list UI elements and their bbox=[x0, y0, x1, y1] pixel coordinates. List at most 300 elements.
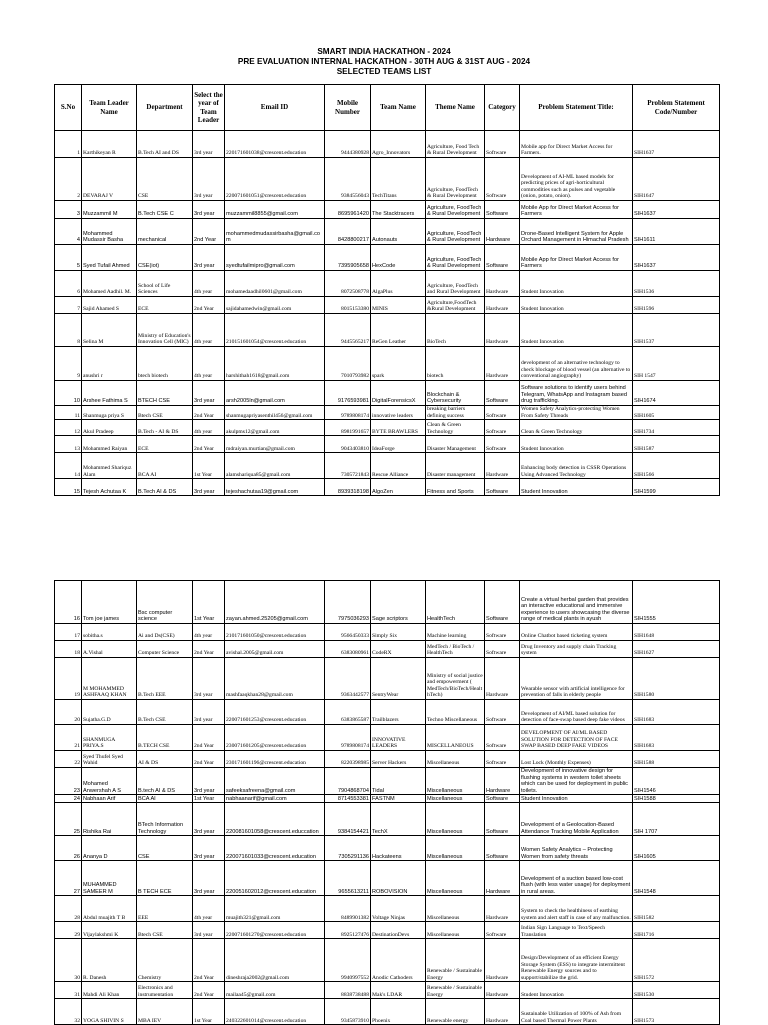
cell-theme: Machine learning bbox=[426, 624, 485, 641]
table-body-page-2 bbox=[55, 581, 720, 1025]
cell-mobile: 9043403810 bbox=[325, 436, 371, 453]
cell-problem-title: Indian Sign Language to Text/Speech Translation bbox=[520, 922, 633, 939]
cell-theme: Miscellaneous bbox=[426, 896, 485, 922]
cell-department: EEE bbox=[137, 896, 193, 922]
table-row bbox=[55, 725, 720, 751]
cell-department: CSE bbox=[137, 836, 193, 861]
cell-email: arsh2005ln@gmail.com bbox=[225, 381, 325, 406]
cell-email: 220171601038@crescent.education bbox=[225, 131, 325, 158]
cell-mobile: 9444380928 bbox=[325, 131, 371, 158]
cell-email: 220071601033@crescent.education bbox=[225, 836, 325, 861]
cell-mobile: 7305291136 bbox=[325, 836, 371, 861]
cell-team: IdeaForge bbox=[371, 436, 426, 453]
table-row bbox=[55, 314, 720, 347]
cell-department: B.Tech AI and DS bbox=[137, 131, 193, 158]
cell-year: 3rd year bbox=[193, 381, 225, 406]
cell-team: Simply Six bbox=[371, 624, 426, 641]
cell-category: Hardware bbox=[485, 999, 520, 1025]
header-problem-code: Problem Statement Code/Number bbox=[633, 85, 720, 131]
cell-email: mashfaaqkhan28@gmail.com bbox=[225, 658, 325, 700]
cell-leader: Mohamed Anwershah A S bbox=[82, 768, 137, 795]
cell-year: 3rd year bbox=[193, 861, 225, 896]
cell-department: BTech Information Technology bbox=[137, 803, 193, 836]
cell-year: 4th year bbox=[193, 347, 225, 381]
cell-team: The Stacktracers bbox=[371, 201, 426, 219]
cell-problem-code: SIH1648 bbox=[633, 624, 720, 641]
cell-department: Ministry of Education's Innovation Cell (MIC) bbox=[137, 314, 193, 347]
cell-mobile: 7904868704 bbox=[325, 768, 371, 795]
table-row bbox=[55, 581, 720, 624]
cell-department: ECE bbox=[137, 436, 193, 453]
cell-team: INNOVATIVE LEADERS bbox=[371, 725, 426, 751]
cell-year: 2nd Year bbox=[193, 219, 225, 245]
cell-year: 1st Year bbox=[193, 999, 225, 1025]
table-row bbox=[55, 700, 720, 725]
cell-theme: Disaster Management bbox=[426, 436, 485, 453]
cell-team: spark bbox=[371, 347, 426, 381]
cell-category: Hardware bbox=[485, 297, 520, 314]
cell-team: Agro_Innovators bbox=[371, 131, 426, 158]
cell-year: 4th year bbox=[193, 314, 225, 347]
cell-category: Software bbox=[485, 479, 520, 496]
cell-department: ECE bbox=[137, 297, 193, 314]
cell-problem-code: SIH1734 bbox=[633, 420, 720, 436]
table-row bbox=[55, 131, 720, 158]
cell-problem-code: SIH1580 bbox=[633, 658, 720, 700]
cell-year: 1st Year bbox=[193, 795, 225, 803]
cell-leader: Akul Pradeep bbox=[82, 420, 137, 436]
cell-theme: Blockchain & Cybersecurity bbox=[426, 381, 485, 406]
cell-leader: Syed Tufail Ahmed bbox=[82, 245, 137, 271]
cell-problem-code: SIH1566 bbox=[633, 453, 720, 479]
cell-leader: Mahdi Ali Khan bbox=[82, 982, 137, 999]
cell-team: AlgoZen bbox=[371, 479, 426, 496]
cell-theme: HealthTech bbox=[426, 581, 485, 624]
cell-problem-title: Women Safety Analytics-protecting Women From Safety Threads bbox=[520, 406, 633, 420]
cell-problem-code: SIH1596 bbox=[633, 297, 720, 314]
cell-department: MBA IEV bbox=[137, 999, 193, 1025]
cell-email: zayan.ahmed.25205@gmail.com bbox=[225, 581, 325, 624]
table-row bbox=[55, 479, 720, 496]
cell-sno: 12 bbox=[55, 420, 82, 436]
cell-year: 3rd year bbox=[193, 245, 225, 271]
cell-team: innovative leaders bbox=[371, 406, 426, 420]
cell-problem-code: SIH1605 bbox=[633, 406, 720, 420]
cell-theme: MedTech / BioTech / HealthTech bbox=[426, 641, 485, 658]
cell-email: 220071601253@crescent.education bbox=[225, 700, 325, 725]
cell-problem-title: Development of AI-ML based models for predicting prices of agri-horticultural commodities such as pulses and vegetable (onion, potato, onion). bbox=[520, 158, 633, 201]
table-row bbox=[55, 861, 720, 896]
cell-theme: Disaster management bbox=[426, 453, 485, 479]
cell-department: Btech CSE bbox=[137, 922, 193, 939]
cell-team: TechTitans bbox=[371, 158, 426, 201]
table-row bbox=[55, 939, 720, 982]
cell-mobile: 8072508778 bbox=[325, 271, 371, 297]
cell-mobile: 9789808174 bbox=[325, 725, 371, 751]
cell-theme: Miscellaneous bbox=[426, 803, 485, 836]
cell-email: alamshariqua85@gmail.com bbox=[225, 453, 325, 479]
cell-leader: Sujatha.G.D bbox=[82, 700, 137, 725]
cell-department: mechanical bbox=[137, 219, 193, 245]
cell-email: 240322601014@crescent.education bbox=[225, 999, 325, 1025]
cell-theme: Agriculture,FoodTech &Rural Development bbox=[426, 297, 485, 314]
table-row bbox=[55, 896, 720, 922]
cell-department: B.Tech CSE bbox=[137, 700, 193, 725]
cell-problem-title: Sustainable Utilization of 100% of Ash from Coal based Thermal Power Plants bbox=[520, 999, 633, 1025]
cell-mobile: 7010793982 bbox=[325, 347, 371, 381]
table-row bbox=[55, 982, 720, 999]
cell-theme: Techno Miscellaneous bbox=[426, 700, 485, 725]
cell-category: Hardware bbox=[485, 314, 520, 347]
cell-email: 210151601054@crescent.education bbox=[225, 314, 325, 347]
cell-mobile: 8489901382 bbox=[325, 896, 371, 922]
cell-team: Voltage Ninjas bbox=[371, 896, 426, 922]
cell-category: Software bbox=[485, 158, 520, 201]
cell-year: 1st Year bbox=[193, 453, 225, 479]
cell-category: Software bbox=[485, 751, 520, 768]
cell-year: 4th year bbox=[193, 420, 225, 436]
teams-table-page-2 bbox=[54, 580, 720, 1025]
cell-leader: Mohammed Shariquz Alam bbox=[82, 453, 137, 479]
cell-leader: Karthikeyan R bbox=[82, 131, 137, 158]
cell-theme: Clean & Green Technology bbox=[426, 420, 485, 436]
cell-theme: Miscellaneous bbox=[426, 751, 485, 768]
cell-leader: M MOHAMMED ASHFAAQ KHAN bbox=[82, 658, 137, 700]
cell-problem-title: Development of a suction based low-cost flush (with less water usage) for deployment in rural areas. bbox=[520, 861, 633, 896]
cell-sno: 25 bbox=[55, 803, 82, 836]
cell-category: Software bbox=[485, 700, 520, 725]
cell-year: 2nd Year bbox=[193, 641, 225, 658]
cell-sno: 31 bbox=[55, 982, 82, 999]
header-mobile: Mobile Number bbox=[325, 85, 371, 131]
cell-theme: Renewable / Sustainable Energy bbox=[426, 982, 485, 999]
cell-team: Tidal bbox=[371, 768, 426, 795]
cell-problem-code: SIH1588 bbox=[633, 751, 720, 768]
cell-email: tejeshachutaa19@gmail.com bbox=[225, 479, 325, 496]
cell-email: 220071601270@crescent.education bbox=[225, 922, 325, 939]
cell-leader: Syed Thufel Syed Wahid bbox=[82, 751, 137, 768]
cell-department: CSE bbox=[137, 158, 193, 201]
cell-email: nabhaanarif@gmail.com bbox=[225, 795, 325, 803]
cell-email: mohamedaadhil0601@gmail.com bbox=[225, 271, 325, 297]
cell-team: Autonauts bbox=[371, 219, 426, 245]
cell-sno: 26 bbox=[55, 836, 82, 861]
cell-theme: Miscellaneous bbox=[426, 836, 485, 861]
cell-mobile: 8981991657 bbox=[325, 420, 371, 436]
cell-department: Chemistry bbox=[137, 939, 193, 982]
cell-problem-title: Drone-Based Intelligent System for Apple Orchard Management in Himachal Pradesh bbox=[520, 219, 633, 245]
cell-leader: Ananya D bbox=[82, 836, 137, 861]
cell-theme: Miscellaneous bbox=[426, 795, 485, 803]
header-department: Department bbox=[137, 85, 193, 131]
cell-email: 220081601058@crescent.educcation bbox=[225, 803, 325, 836]
cell-theme: MISCELLANEOUS bbox=[426, 725, 485, 751]
title-line-3: SELECTED TEAMS LIST bbox=[336, 67, 432, 76]
cell-category: Software bbox=[485, 624, 520, 641]
cell-team: TechX bbox=[371, 803, 426, 836]
cell-year: 2nd Year bbox=[193, 436, 225, 453]
cell-leader: anushri r bbox=[82, 347, 137, 381]
cell-year: 3rd year bbox=[193, 158, 225, 201]
cell-department: Bsc computer science bbox=[137, 581, 193, 624]
cell-year: 4th year bbox=[193, 624, 225, 641]
cell-mobile: 7975036293 bbox=[325, 581, 371, 624]
cell-sno: 18 bbox=[55, 641, 82, 658]
cell-leader: Vijaylakshmi K bbox=[82, 922, 137, 939]
cell-category: Software bbox=[485, 581, 520, 624]
cell-problem-title: Mobile App for Direct Market Access for Farmers bbox=[520, 245, 633, 271]
cell-leader: Selina M bbox=[82, 314, 137, 347]
cell-category: Software bbox=[485, 725, 520, 751]
cell-mobile: 9345873910 bbox=[325, 999, 371, 1025]
cell-leader: Shanmuga priya S bbox=[82, 406, 137, 420]
table-body-page-1 bbox=[55, 131, 720, 496]
cell-sno: 29 bbox=[55, 922, 82, 939]
cell-category: Software bbox=[485, 201, 520, 219]
cell-problem-title: Enhancing body detection in CSSR Operations Using Advanced Technology bbox=[520, 453, 633, 479]
cell-department: Computer Science bbox=[137, 641, 193, 658]
cell-category: Software bbox=[485, 795, 520, 803]
cell-category: Software bbox=[485, 803, 520, 836]
table-row bbox=[55, 641, 720, 658]
cell-problem-title: Design/Development of an efficient Energy Storage System (ESS) to integrate intermittent Renewable Energy sources and to support/stabilize the grid. bbox=[520, 939, 633, 982]
cell-theme: Ministry of social justice and empowerment ( MedTech/BioTech/HealthTech) bbox=[426, 658, 485, 700]
cell-sno: 1 bbox=[55, 131, 82, 158]
cell-problem-title: Wearable sensor with artificial intelligence for prevention of falls in elderly people bbox=[520, 658, 633, 700]
cell-email: sajidahamedwin@gmail.com bbox=[225, 297, 325, 314]
cell-sno: 30 bbox=[55, 939, 82, 982]
cell-sno: 2 bbox=[55, 158, 82, 201]
cell-sno: 4 bbox=[55, 219, 82, 245]
cell-leader: Sajid Ahamed S bbox=[82, 297, 137, 314]
header-year: Select the year of Team Leader bbox=[193, 85, 225, 131]
cell-year: 3rd year bbox=[193, 131, 225, 158]
header-email: Email ID bbox=[225, 85, 325, 131]
cell-department: AI & DS bbox=[137, 751, 193, 768]
cell-sno: 16 bbox=[55, 581, 82, 624]
cell-year: 2nd Year bbox=[193, 751, 225, 768]
cell-problem-code: SIH 1707 bbox=[633, 803, 720, 836]
cell-team: Trailblazers bbox=[371, 700, 426, 725]
cell-mobile: 7395905658 bbox=[325, 245, 371, 271]
cell-category: Software bbox=[485, 641, 520, 658]
cell-email: muajith321@gmail.com bbox=[225, 896, 325, 922]
cell-department: btech biotech bbox=[137, 347, 193, 381]
cell-problem-title: Mobile app for Direct Market Access for Farmers. bbox=[520, 131, 633, 158]
cell-category: Software bbox=[485, 420, 520, 436]
cell-sno: 14 bbox=[55, 453, 82, 479]
cell-department: Btech CSE bbox=[137, 406, 193, 420]
cell-theme: Agriculture, FoodTech and Rural Development bbox=[426, 271, 485, 297]
cell-email: 210171601050@crescent.education bbox=[225, 624, 325, 641]
cell-sno: 17 bbox=[55, 624, 82, 641]
cell-sno: 8 bbox=[55, 314, 82, 347]
cell-problem-title: Student Innovation bbox=[520, 314, 633, 347]
cell-year: 4th year bbox=[193, 271, 225, 297]
cell-email: harshithah1618@gmail.com bbox=[225, 347, 325, 381]
cell-problem-code: SIH1573 bbox=[633, 999, 720, 1025]
cell-problem-code: SIH1647 bbox=[633, 158, 720, 201]
table-row bbox=[55, 347, 720, 381]
table-row bbox=[55, 245, 720, 271]
cell-department: School of Life Sciences bbox=[137, 271, 193, 297]
cell-mobile: 9363442577 bbox=[325, 658, 371, 700]
cell-year: 3rd year bbox=[193, 479, 225, 496]
cell-team: Rescue Alliance bbox=[371, 453, 426, 479]
cell-email: syedtufailmipro@gmail.com bbox=[225, 245, 325, 271]
cell-theme: Agriculture, Food Tech & Rural Development bbox=[426, 131, 485, 158]
cell-leader: Abdul muajith T B bbox=[82, 896, 137, 922]
cell-problem-title: Student Innovation bbox=[520, 297, 633, 314]
cell-sno: 7 bbox=[55, 297, 82, 314]
cell-category: Software bbox=[485, 245, 520, 271]
cell-department: B.tech AI & DS bbox=[137, 768, 193, 795]
cell-problem-title: Create a virtual herbal garden that provides an interactive educational and immersive experience to users showcasing the diverse range of medical plants in ayush bbox=[520, 581, 633, 624]
cell-leader: Tejesh Achutaa K bbox=[82, 479, 137, 496]
header-theme: Theme Name bbox=[426, 85, 485, 131]
cell-department: Ai and Ds(CSE) bbox=[137, 624, 193, 641]
table-row bbox=[55, 420, 720, 436]
cell-year: 3rd year bbox=[193, 768, 225, 795]
cell-year: 3rd year bbox=[193, 803, 225, 836]
cell-problem-code: SIH1683 bbox=[633, 700, 720, 725]
cell-year: 3rd year bbox=[193, 201, 225, 219]
cell-mobile: 9940997552 bbox=[325, 939, 371, 982]
cell-category: Hardware bbox=[485, 939, 520, 982]
cell-team: CodeRX bbox=[371, 641, 426, 658]
table-row bbox=[55, 453, 720, 479]
cell-problem-title: Lost Lock (Monthly Expenses) bbox=[520, 751, 633, 768]
cell-sno: 13 bbox=[55, 436, 82, 453]
cell-leader: Muzzammil M bbox=[82, 201, 137, 219]
header-team: Team Name bbox=[371, 85, 426, 131]
cell-category: Software bbox=[485, 381, 520, 406]
header-category: Category bbox=[485, 85, 520, 131]
cell-sno: 23 bbox=[55, 768, 82, 795]
cell-problem-code: SIH1599 bbox=[633, 479, 720, 496]
cell-category: Hardware bbox=[485, 271, 520, 297]
teams-table-page-1 bbox=[54, 84, 720, 496]
cell-problem-code: SIH1627 bbox=[633, 641, 720, 658]
cell-mobile: 8220398985 bbox=[325, 751, 371, 768]
cell-department: B.TECH CSE bbox=[137, 725, 193, 751]
cell-leader: Rishika Rai bbox=[82, 803, 137, 836]
cell-category: Hardware bbox=[485, 347, 520, 381]
cell-sno: 11 bbox=[55, 406, 82, 420]
cell-mobile: 9445565217 bbox=[325, 314, 371, 347]
table-row bbox=[55, 271, 720, 297]
cell-problem-code: SIH1716 bbox=[633, 922, 720, 939]
cell-team: FASTNM bbox=[371, 795, 426, 803]
cell-leader: sobitha.s bbox=[82, 624, 137, 641]
table-row bbox=[55, 836, 720, 861]
cell-sno: 15 bbox=[55, 479, 82, 496]
cell-sno: 21 bbox=[55, 725, 82, 751]
table-row bbox=[55, 803, 720, 836]
cell-category: Software bbox=[485, 836, 520, 861]
cell-year: 2nd Year bbox=[193, 982, 225, 999]
cell-problem-code: SIH1605 bbox=[633, 836, 720, 861]
cell-problem-title: Development of a Geolocation-Based Attendance Tracking Mobile Application bbox=[520, 803, 633, 836]
cell-leader: Nabhaan Arif bbox=[82, 795, 137, 803]
cell-email: dineshraja2002@gmail.com bbox=[225, 939, 325, 982]
cell-theme: Miscellaneous bbox=[426, 861, 485, 896]
cell-team: Phoenix bbox=[371, 999, 426, 1025]
cell-department: B.Tech CSE C bbox=[137, 201, 193, 219]
cell-year: 2nd Year bbox=[193, 406, 225, 420]
table-row bbox=[55, 201, 720, 219]
cell-team: Server Hackers bbox=[371, 751, 426, 768]
cell-year: 2nd Year bbox=[193, 939, 225, 982]
cell-sno: 3 bbox=[55, 201, 82, 219]
cell-sno: 10 bbox=[55, 381, 82, 406]
cell-email: akulpms12@gmail.com bbox=[225, 420, 325, 436]
cell-problem-title: Development of innovative design for flushing systems in western toilet sheets which can be used for deployment in public toilets. bbox=[520, 768, 633, 795]
cell-sno: 6 bbox=[55, 271, 82, 297]
cell-email: 230071601205@crescent.education bbox=[225, 725, 325, 751]
cell-problem-code: SIH1555 bbox=[633, 581, 720, 624]
cell-year: 1st Year bbox=[193, 581, 225, 624]
cell-problem-title: Mobile App for Direct Market Access for Farmers bbox=[520, 201, 633, 219]
cell-year: 3rd year bbox=[193, 658, 225, 700]
cell-email: 230171601196@crescent.education bbox=[225, 751, 325, 768]
cell-team: BYTE BRAWLERS bbox=[371, 420, 426, 436]
cell-sno: 9 bbox=[55, 347, 82, 381]
cell-problem-title: System to check the healthiness of earthing system and alert staff in case of any malfunction. bbox=[520, 896, 633, 922]
cell-sno: 20 bbox=[55, 700, 82, 725]
cell-mobile: 9176593981 bbox=[325, 381, 371, 406]
cell-category: Hardware bbox=[485, 219, 520, 245]
header-leader: Team Leader Name bbox=[82, 85, 137, 131]
cell-theme: Agriculture, FoodTech & Rural Development bbox=[426, 201, 485, 219]
cell-problem-title: development of an alternative technology to check blockage of blood vessel (an alternative to conventional angiography) bbox=[520, 347, 633, 381]
cell-team: AlgaPlus bbox=[371, 271, 426, 297]
cell-year: 2nd Year bbox=[193, 297, 225, 314]
cell-problem-title: Drug Inventory and supply chain Tracking system bbox=[520, 641, 633, 658]
table-row bbox=[55, 768, 720, 795]
table-row bbox=[55, 381, 720, 406]
cell-problem-title: Development of AI/ML based solution for detection of face-swap based deep fake videos bbox=[520, 700, 633, 725]
cell-problem-code: SIH1548 bbox=[633, 861, 720, 896]
cell-mobile: 9566450333 bbox=[325, 624, 371, 641]
cell-department: B.Tech EEE bbox=[137, 658, 193, 700]
cell-sno: 32 bbox=[55, 999, 82, 1025]
cell-department: B TECH ECE bbox=[137, 861, 193, 896]
cell-problem-title: Student Innovation bbox=[520, 479, 633, 496]
cell-problem-code: SIH1637 bbox=[633, 245, 720, 271]
cell-problem-title: Women Safety Analytics – Protecting Women from safety threats bbox=[520, 836, 633, 861]
cell-department: BCA AI bbox=[137, 453, 193, 479]
table-row bbox=[55, 624, 720, 641]
cell-mobile: 7305721843 bbox=[325, 453, 371, 479]
cell-department: Electronics and instrumentation bbox=[137, 982, 193, 999]
cell-problem-title: Student Innovation bbox=[520, 982, 633, 999]
cell-department: CSE(iot) bbox=[137, 245, 193, 271]
cell-problem-title: Software solutions to identify users behind Telegram, WhatsApp and Instagram based drug trafficking. bbox=[520, 381, 633, 406]
cell-email: safeeksafreena@gmail.com bbox=[225, 768, 325, 795]
table-row bbox=[55, 658, 720, 700]
cell-mobile: 8714553381 bbox=[325, 795, 371, 803]
cell-category: Software bbox=[485, 436, 520, 453]
cell-team: Sage scriptors bbox=[371, 581, 426, 624]
cell-theme: Renewable / Sustainable Energy bbox=[426, 939, 485, 982]
cell-email: mohammedmudassirbasha@gmail.com bbox=[225, 219, 325, 245]
cell-team: DigitalForensicsX bbox=[371, 381, 426, 406]
table-row bbox=[55, 219, 720, 245]
cell-year: 3rd year bbox=[193, 922, 225, 939]
cell-problem-code: SIH1611 bbox=[633, 219, 720, 245]
cell-leader: Mohammed Raiyan bbox=[82, 436, 137, 453]
